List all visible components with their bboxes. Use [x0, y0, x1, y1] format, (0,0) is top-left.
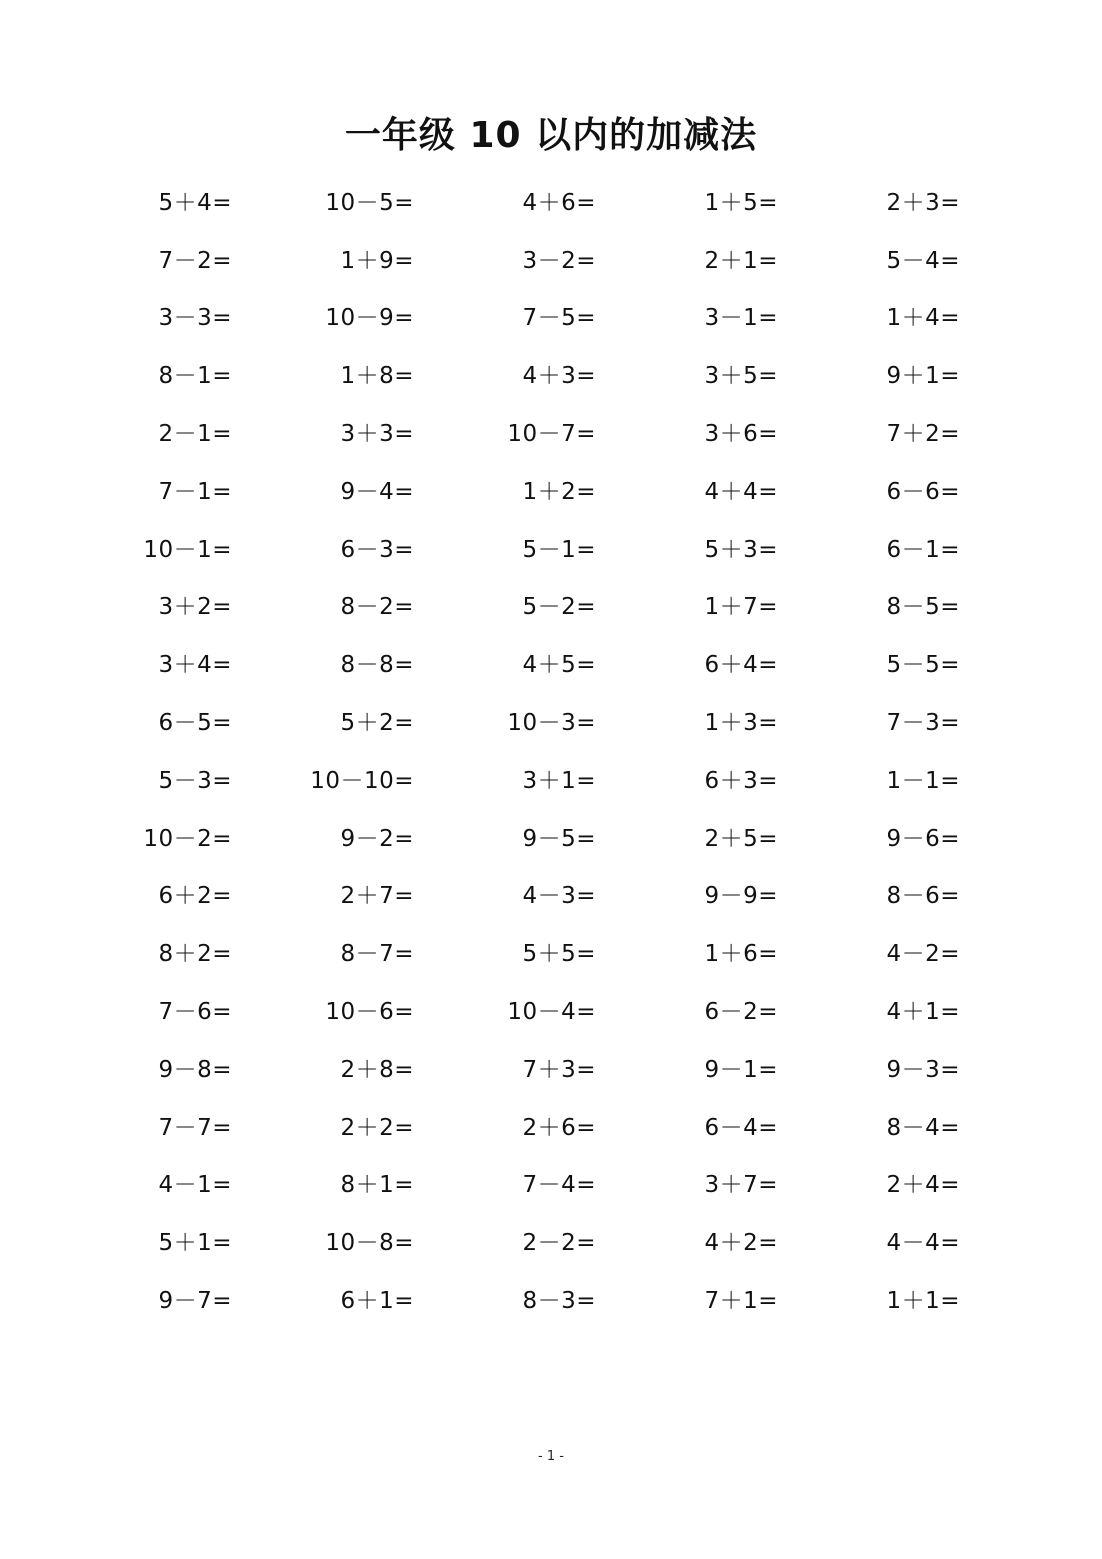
problem-item: 4＋1= — [886, 999, 960, 1026]
problem-item: 8＋2= — [158, 941, 232, 968]
problem-item: 9－8= — [158, 1056, 232, 1083]
problem-item: 7－7= — [158, 1114, 232, 1141]
problem-item: 10－10= — [310, 767, 414, 794]
problem-item: 9－4= — [340, 478, 414, 505]
problem-item: 3＋6= — [704, 421, 778, 448]
problem-item: 4＋4= — [704, 478, 778, 505]
problem-row — [120, 1157, 990, 1215]
problem-item: 6＋1= — [340, 1288, 414, 1315]
problem-item: 3＋3= — [340, 421, 414, 448]
problem-item: 1＋1= — [886, 1288, 960, 1315]
problem-item: 5－3= — [158, 767, 232, 794]
problem-item: 9－9= — [704, 883, 778, 910]
problem-row — [120, 810, 990, 868]
problem-item: 5＋1= — [158, 1230, 232, 1257]
problem-row — [120, 694, 990, 752]
problem-item: 9－2= — [340, 825, 414, 852]
problem-item: 5－4= — [886, 247, 960, 274]
problem-item: 3＋7= — [704, 1172, 778, 1199]
problem-item: 2＋3= — [886, 189, 960, 216]
problem-item: 4＋3= — [522, 363, 596, 390]
problem-item: 7－3= — [886, 710, 960, 737]
problem-item: 7－4= — [522, 1172, 596, 1199]
problem-item: 8－7= — [340, 941, 414, 968]
problem-item: 4＋6= — [522, 189, 596, 216]
problem-item: 6－1= — [886, 536, 960, 563]
problem-item: 1＋8= — [340, 363, 414, 390]
problem-item: 9－3= — [886, 1056, 960, 1083]
problem-item: 1＋6= — [704, 941, 778, 968]
problem-item: 10－8= — [325, 1230, 414, 1257]
problem-item: 2＋7= — [340, 883, 414, 910]
problem-item: 6＋2= — [158, 883, 232, 910]
problem-item: 10－9= — [325, 305, 414, 332]
problem-item: 5＋4= — [158, 189, 232, 216]
problem-grid — [120, 174, 990, 1330]
problem-item: 5－5= — [886, 652, 960, 679]
problem-row — [120, 232, 990, 290]
problem-item: 10－1= — [143, 536, 232, 563]
problem-item: 3＋2= — [158, 594, 232, 621]
problem-item: 2＋2= — [340, 1114, 414, 1141]
problem-item: 3＋5= — [704, 363, 778, 390]
problem-item: 3＋1= — [522, 767, 596, 794]
problem-item: 2－2= — [522, 1230, 596, 1257]
problem-item: 1－1= — [886, 767, 960, 794]
problem-row — [120, 579, 990, 637]
problem-item: 2＋5= — [704, 825, 778, 852]
problem-item: 6－6= — [886, 478, 960, 505]
problem-item: 2＋8= — [340, 1056, 414, 1083]
problem-item: 8－2= — [340, 594, 414, 621]
problem-item: 10－6= — [325, 999, 414, 1026]
problem-item: 4＋5= — [522, 652, 596, 679]
problem-row — [120, 1214, 990, 1272]
problem-row — [120, 752, 990, 810]
problem-item: 9－1= — [704, 1056, 778, 1083]
problem-item: 5－2= — [522, 594, 596, 621]
problem-item: 2－1= — [158, 421, 232, 448]
problem-row — [120, 405, 990, 463]
problem-item: 7－6= — [158, 999, 232, 1026]
problem-row — [120, 290, 990, 348]
problem-item: 1＋3= — [704, 710, 778, 737]
problem-item: 5－1= — [522, 536, 596, 563]
problem-item: 10－4= — [507, 999, 596, 1026]
problem-item: 1＋9= — [340, 247, 414, 274]
problem-item: 9－7= — [158, 1288, 232, 1315]
problem-row — [120, 868, 990, 926]
problem-item: 8－5= — [886, 594, 960, 621]
problem-item: 5＋5= — [522, 941, 596, 968]
problem-row — [120, 1099, 990, 1157]
problem-row — [120, 983, 990, 1041]
problem-row — [120, 1272, 990, 1330]
problem-item: 1＋7= — [704, 594, 778, 621]
problem-item: 2＋1= — [704, 247, 778, 274]
problem-item: 3－1= — [704, 305, 778, 332]
problem-item: 4＋2= — [704, 1230, 778, 1257]
problem-item: 1＋2= — [522, 478, 596, 505]
problem-row — [120, 925, 990, 983]
problem-item: 7＋1= — [704, 1288, 778, 1315]
problem-item: 6－3= — [340, 536, 414, 563]
problem-item: 8－3= — [522, 1288, 596, 1315]
page-title: 一年级 10 以内的加减法 — [344, 115, 758, 156]
problem-item: 7－1= — [158, 478, 232, 505]
problem-item: 8－8= — [340, 652, 414, 679]
problem-item: 6－5= — [158, 710, 232, 737]
problem-item: 7＋3= — [522, 1056, 596, 1083]
problem-item: 9－6= — [886, 825, 960, 852]
problem-item: 7－2= — [158, 247, 232, 274]
problem-item: 6－4= — [704, 1114, 778, 1141]
problem-item: 8－1= — [158, 363, 232, 390]
problem-item: 1＋4= — [886, 305, 960, 332]
problem-item: 8－4= — [886, 1114, 960, 1141]
problem-item: 9＋1= — [886, 363, 960, 390]
problem-row — [120, 463, 990, 521]
problem-item: 5＋2= — [340, 710, 414, 737]
problem-item: 4－2= — [886, 941, 960, 968]
problem-item: 3＋4= — [158, 652, 232, 679]
problem-item: 3－3= — [158, 305, 232, 332]
problem-item: 9－5= — [522, 825, 596, 852]
problem-item: 2＋4= — [886, 1172, 960, 1199]
problem-row — [120, 1041, 990, 1099]
problem-item: 10－5= — [325, 189, 414, 216]
problem-item: 1＋5= — [704, 189, 778, 216]
problem-item: 6－2= — [704, 999, 778, 1026]
problem-item: 10－3= — [507, 710, 596, 737]
problem-item: 7－5= — [522, 305, 596, 332]
problem-row — [120, 347, 990, 405]
problem-item: 3－2= — [522, 247, 596, 274]
problem-item: 4－3= — [522, 883, 596, 910]
problem-row — [120, 636, 990, 694]
problem-item: 8＋1= — [340, 1172, 414, 1199]
page-number: - 1 - — [538, 1449, 564, 1464]
problem-row — [120, 521, 990, 579]
problem-item: 6＋3= — [704, 767, 778, 794]
problem-item: 8－6= — [886, 883, 960, 910]
problem-item: 4－4= — [886, 1230, 960, 1257]
problem-item: 10－2= — [143, 825, 232, 852]
problem-item: 4－1= — [158, 1172, 232, 1199]
problem-item: 5＋3= — [704, 536, 778, 563]
problem-item: 7＋2= — [886, 421, 960, 448]
problem-item: 10－7= — [507, 421, 596, 448]
problem-row — [120, 174, 990, 232]
problem-item: 6＋4= — [704, 652, 778, 679]
problem-item: 2＋6= — [522, 1114, 596, 1141]
